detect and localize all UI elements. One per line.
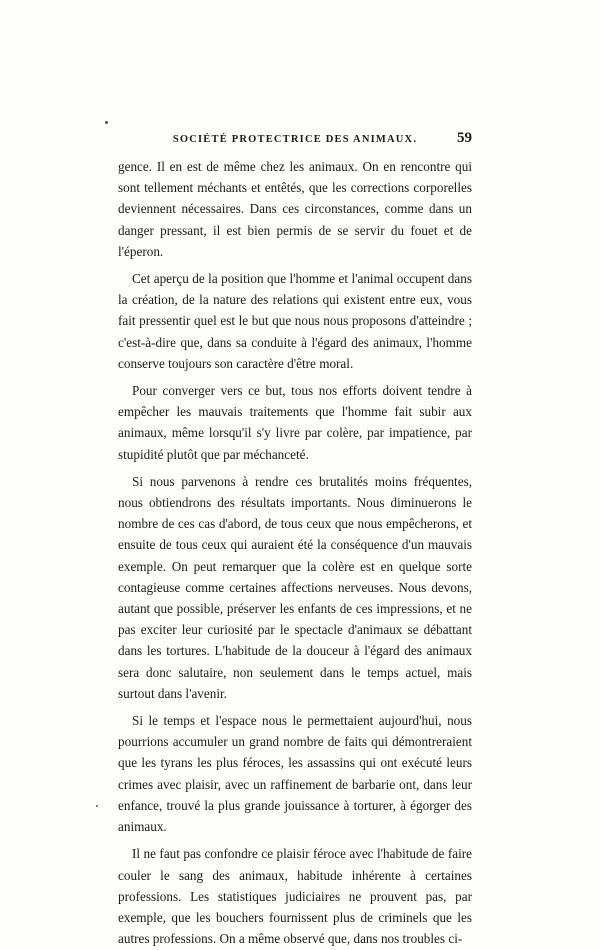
- paragraph: Pour converger vers ce but, tous nos efforts doivent tendre à empêcher les mauvais traitements que l'homme fait subir aux animaux, même lorsqu'il s'y livre par colère, par impatience, par stupidité plutôt que par méchanceté.: [118, 383, 472, 462]
- paragraph: gence. Il en est de même chez les animaux. On en rencontre qui sont tellement méchants et entêtés, que les corrections corporelles deviennent nécessaires. Dans ces circonstances, comme dans un danger pressant, il est bien permis de se servir du fouet et de l'éperon.: [118, 159, 472, 259]
- page-speck: [105, 121, 108, 124]
- page-number: 59: [457, 130, 472, 146]
- page-speck: [96, 805, 98, 807]
- running-head: SOCIÉTÉ PROTECTRICE DES ANIMAUX.: [172, 134, 418, 145]
- body-text: [118, 156, 472, 949]
- paragraph: Si nous parvenons à rendre ces brutalités moins fréquentes, nous obtiendrons des résultats importants. Nous diminuerons le nombre de ces cas d'abord, de tous ceux que nous empêcherons, et ensuite de tous ceux qui auraient été la conséquence d'un mauvais exemple. On peut remarquer que la colère est en quelque sorte contagieuse comme certaines affections nerveuses. Nous devons, autant que possible, préserver les enfants de ces impressions, et ne pas exciter leur curiosité par le spectacle d'animaux se débattant dans les tortures. L'habitude de la douceur à l'égard des animaux sera donc salutaire, non seulement dans le temps actuel, mais surtout dans l'avenir.: [118, 473, 472, 701]
- paragraph: Cet aperçu de la position que l'homme et l'animal occupent dans la création, de la nature des relations qui existent entre eux, vous fait pressentir quel est le but que nous nous proposons d'atteindre ; c'est-à-dire que, dans sa conduite à l'égard des animaux, l'homme conserve toujours son caractère d'être moral.: [118, 271, 472, 371]
- paragraph: Si le temps et l'espace nous le permettaient aujourd'hui, nous pourrions accumuler un grand nombre de faits qui démontreraient que les tyrans les plus féroces, les assassins qui ont exécuté leurs crimes avec plaisir, avec un raffinement de barbarie ont, dans leur enfance, trouvé la plus grande jouissance à torturer, à égorger des animaux.: [118, 713, 472, 835]
- paragraph: Il ne faut pas confondre ce plaisir féroce avec l'habitude de faire couler le sang des animaux, habitude inhérente à certaines professions. Les statistiques judiciaires ne prouvent pas, par exemple, que les bouchers fournissent plus de criminels que les autres professions. On a même observé que, dans nos troubles ci-: [118, 846, 472, 947]
